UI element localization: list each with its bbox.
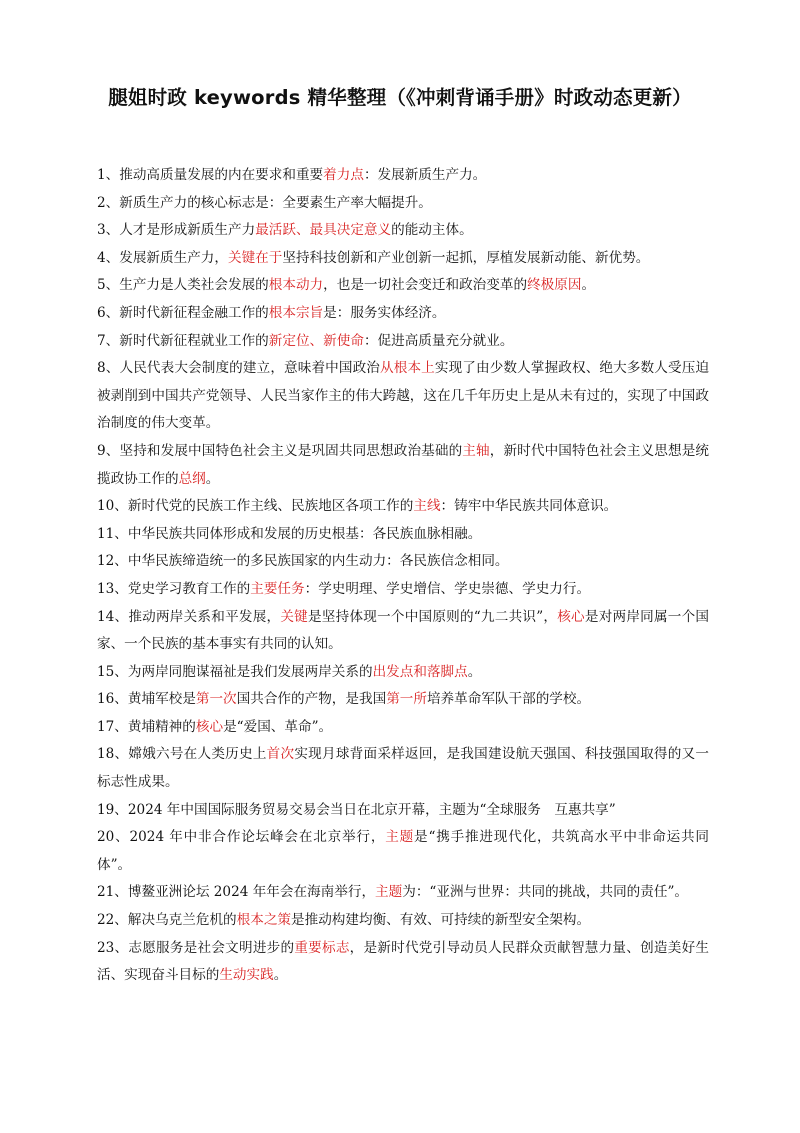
list-item (97, 935, 709, 990)
highlighted-keyword: 从根本上 (380, 360, 435, 377)
list-item (97, 741, 709, 796)
highlighted-keyword: 主题 (385, 829, 415, 846)
highlighted-keyword: 关键在于 (228, 249, 283, 266)
item-text: 国共合作的产物，是我国 (236, 691, 387, 708)
item-text: 是坚持体现一个中国原则的“九二共识”， (307, 608, 558, 625)
item-text: 3、人才是形成新质生产力 (97, 222, 256, 239)
item-text: 实现了由少数人掌握政权、绝大多数人受压迫被剥削到中国共产党领导、人民当家作主的伟大跨越，这在几千年历史上是从未有过的，实现了中国政治制度的伟大变革。 (97, 360, 710, 432)
item-text: ：促进高质量充分就业。 (363, 332, 514, 349)
item-text: 22、解决乌克兰危机的 (97, 912, 237, 929)
highlighted-keyword: 核心 (557, 608, 585, 625)
highlighted-keyword: 终极原因 (527, 277, 582, 294)
list-item (97, 548, 709, 576)
item-text: 是对两岸同属一个国家、一个民族的基本事实有共同的认知。 (97, 608, 710, 653)
highlighted-keyword: 主线 (413, 498, 441, 515)
list-item (97, 493, 709, 521)
item-text: 。 (273, 967, 288, 984)
page-title: 腿姐时政 keywords 精华整理（《冲刺背诵手册》时政动态更新） (108, 86, 692, 109)
list-item (97, 576, 709, 604)
list-item (97, 686, 709, 714)
highlighted-keyword: 根本宗旨 (268, 304, 324, 321)
highlighted-keyword: 生动实践 (219, 967, 274, 984)
item-text: 23、志愿服务是社会文明进步的 (97, 939, 295, 956)
item-text: ，是新时代党引导动员人民群众贡献智慧力量、创造美好生活、实现奋斗目标的 (97, 939, 710, 984)
item-text: ，新时代中国特色社会主义思想是统揽政协工作的 (97, 442, 710, 487)
highlighted-keyword: 第一次 (195, 691, 237, 708)
item-text: 5、生产力是人类社会发展的 (97, 277, 269, 294)
highlighted-keyword: 根本之策 (236, 912, 292, 929)
highlighted-keyword: 关键 (280, 608, 308, 625)
highlighted-keyword: 主要任务 (250, 580, 305, 597)
highlighted-keyword: 新定位、新使命 (268, 332, 364, 349)
highlighted-keyword: 核心 (195, 718, 224, 735)
item-text: 。 (467, 663, 482, 680)
item-text: 坚持科技创新和产业创新一起抓，厚植发展新动能、新优势。 (282, 249, 650, 266)
item-text: 1、推动高质量发展的内在要求和重要 (97, 167, 324, 183)
item-text: 是“携手推进现代化，共筑高水平中非命运共同体”。 (97, 829, 710, 873)
item-text: 。 (581, 277, 596, 294)
item-text: 15、为两岸同胞谋福祉是我们发展两岸关系的 (97, 663, 373, 680)
item-text: 17、黄埔精神的 (97, 718, 196, 735)
list-item (97, 521, 709, 549)
item-text: 21、博鳌亚洲论坛 2024 年年会在海南举行， (97, 884, 376, 901)
list-item (97, 604, 709, 659)
highlighted-keyword: 总纲 (178, 470, 206, 487)
list-item (97, 797, 709, 825)
item-text: 4、发展新质生产力， (97, 249, 228, 266)
highlighted-keyword: 根本动力 (268, 277, 324, 294)
item-text: 12、中华民族缔造统一的多民族国家的内生动力：各民族信念相同。 (97, 553, 509, 570)
list-item (97, 190, 709, 218)
item-text: 16、黄埔军校是 (97, 691, 196, 708)
list-item (97, 272, 709, 300)
highlighted-keyword: 出发点和落脚点 (372, 663, 468, 680)
item-text: 9、坚持和发展中国特色社会主义是巩固共同思想政治基础的 (97, 442, 463, 459)
highlighted-keyword: 重要标志 (294, 939, 350, 956)
item-text: ：发展新质生产力。 (363, 167, 487, 183)
highlighted-keyword: 第一所 (386, 691, 427, 708)
list-item (97, 907, 709, 935)
item-text: 8、人民代表大会制度的建立，意味着中国政治 (97, 360, 381, 377)
item-text: 。 (205, 470, 220, 487)
item-text: 是“爱国、革命”。 (223, 718, 333, 735)
highlighted-keyword: 着力点 (323, 167, 364, 183)
item-text: 19、2024 年中国国际服务贸易交易会当日在北京开幕，主题为“全球服务 互惠共享” (97, 801, 616, 818)
item-text: 18、嫦娥六号在人类历史上 (97, 746, 267, 763)
list-item (97, 245, 709, 273)
item-text: 7、新时代新征程就业工作的 (97, 332, 269, 349)
highlighted-keyword: 最活跃、最具决定意义 (255, 222, 392, 239)
item-text: 为：“亚洲与世界：共同的挑战，共同的责任”。 (402, 884, 689, 901)
item-text: 的能动主体。 (391, 222, 473, 239)
list-item (97, 714, 709, 742)
list-item (97, 438, 709, 493)
item-text: 11、中华民族共同体形成和发展的历史根基：各民族血脉相融。 (97, 525, 482, 542)
item-text: 是推动构建均衡、有效、可持续的新型安全架构。 (291, 912, 591, 929)
item-text: 13、党史学习教育工作的 (97, 580, 251, 597)
list-item (97, 879, 709, 907)
item-text: 2、新质生产力的核心标志是：全要素生产率大幅提升。 (97, 194, 432, 211)
item-text: 培养革命军队干部的学校。 (426, 691, 591, 708)
item-text: ：学史明理、学史增信、学史崇德、学史力行。 (304, 580, 591, 597)
item-text: 实现月球背面采样返回，是我国建设航天强国、科技强国取得的又一标志性成果。 (97, 746, 710, 791)
list-item (97, 217, 709, 245)
list-item (97, 162, 709, 190)
list-item (97, 659, 709, 687)
list-item (97, 355, 709, 438)
item-text: 10、新时代党的民族工作主线、民族地区各项工作的 (97, 498, 414, 515)
item-text: 6、新时代新征程金融工作的 (97, 304, 269, 321)
highlighted-keyword: 主轴 (462, 442, 490, 459)
item-text: 14、推动两岸关系和平发展， (97, 608, 281, 625)
highlighted-keyword: 首次 (266, 746, 295, 763)
item-text: 20、2024 年中非合作论坛峰会在北京举行， (97, 829, 386, 846)
item-text: 是：服务实体经济。 (323, 304, 446, 321)
list-item (97, 824, 709, 879)
item-text: ：铸牢中华民族共同体意识。 (440, 498, 618, 515)
item-text: ，也是一切社会变迁和政治变革的 (323, 277, 528, 294)
list-item (97, 300, 709, 328)
highlighted-keyword: 主题 (375, 884, 403, 901)
list-item (97, 328, 709, 356)
keyword-list (97, 162, 709, 990)
